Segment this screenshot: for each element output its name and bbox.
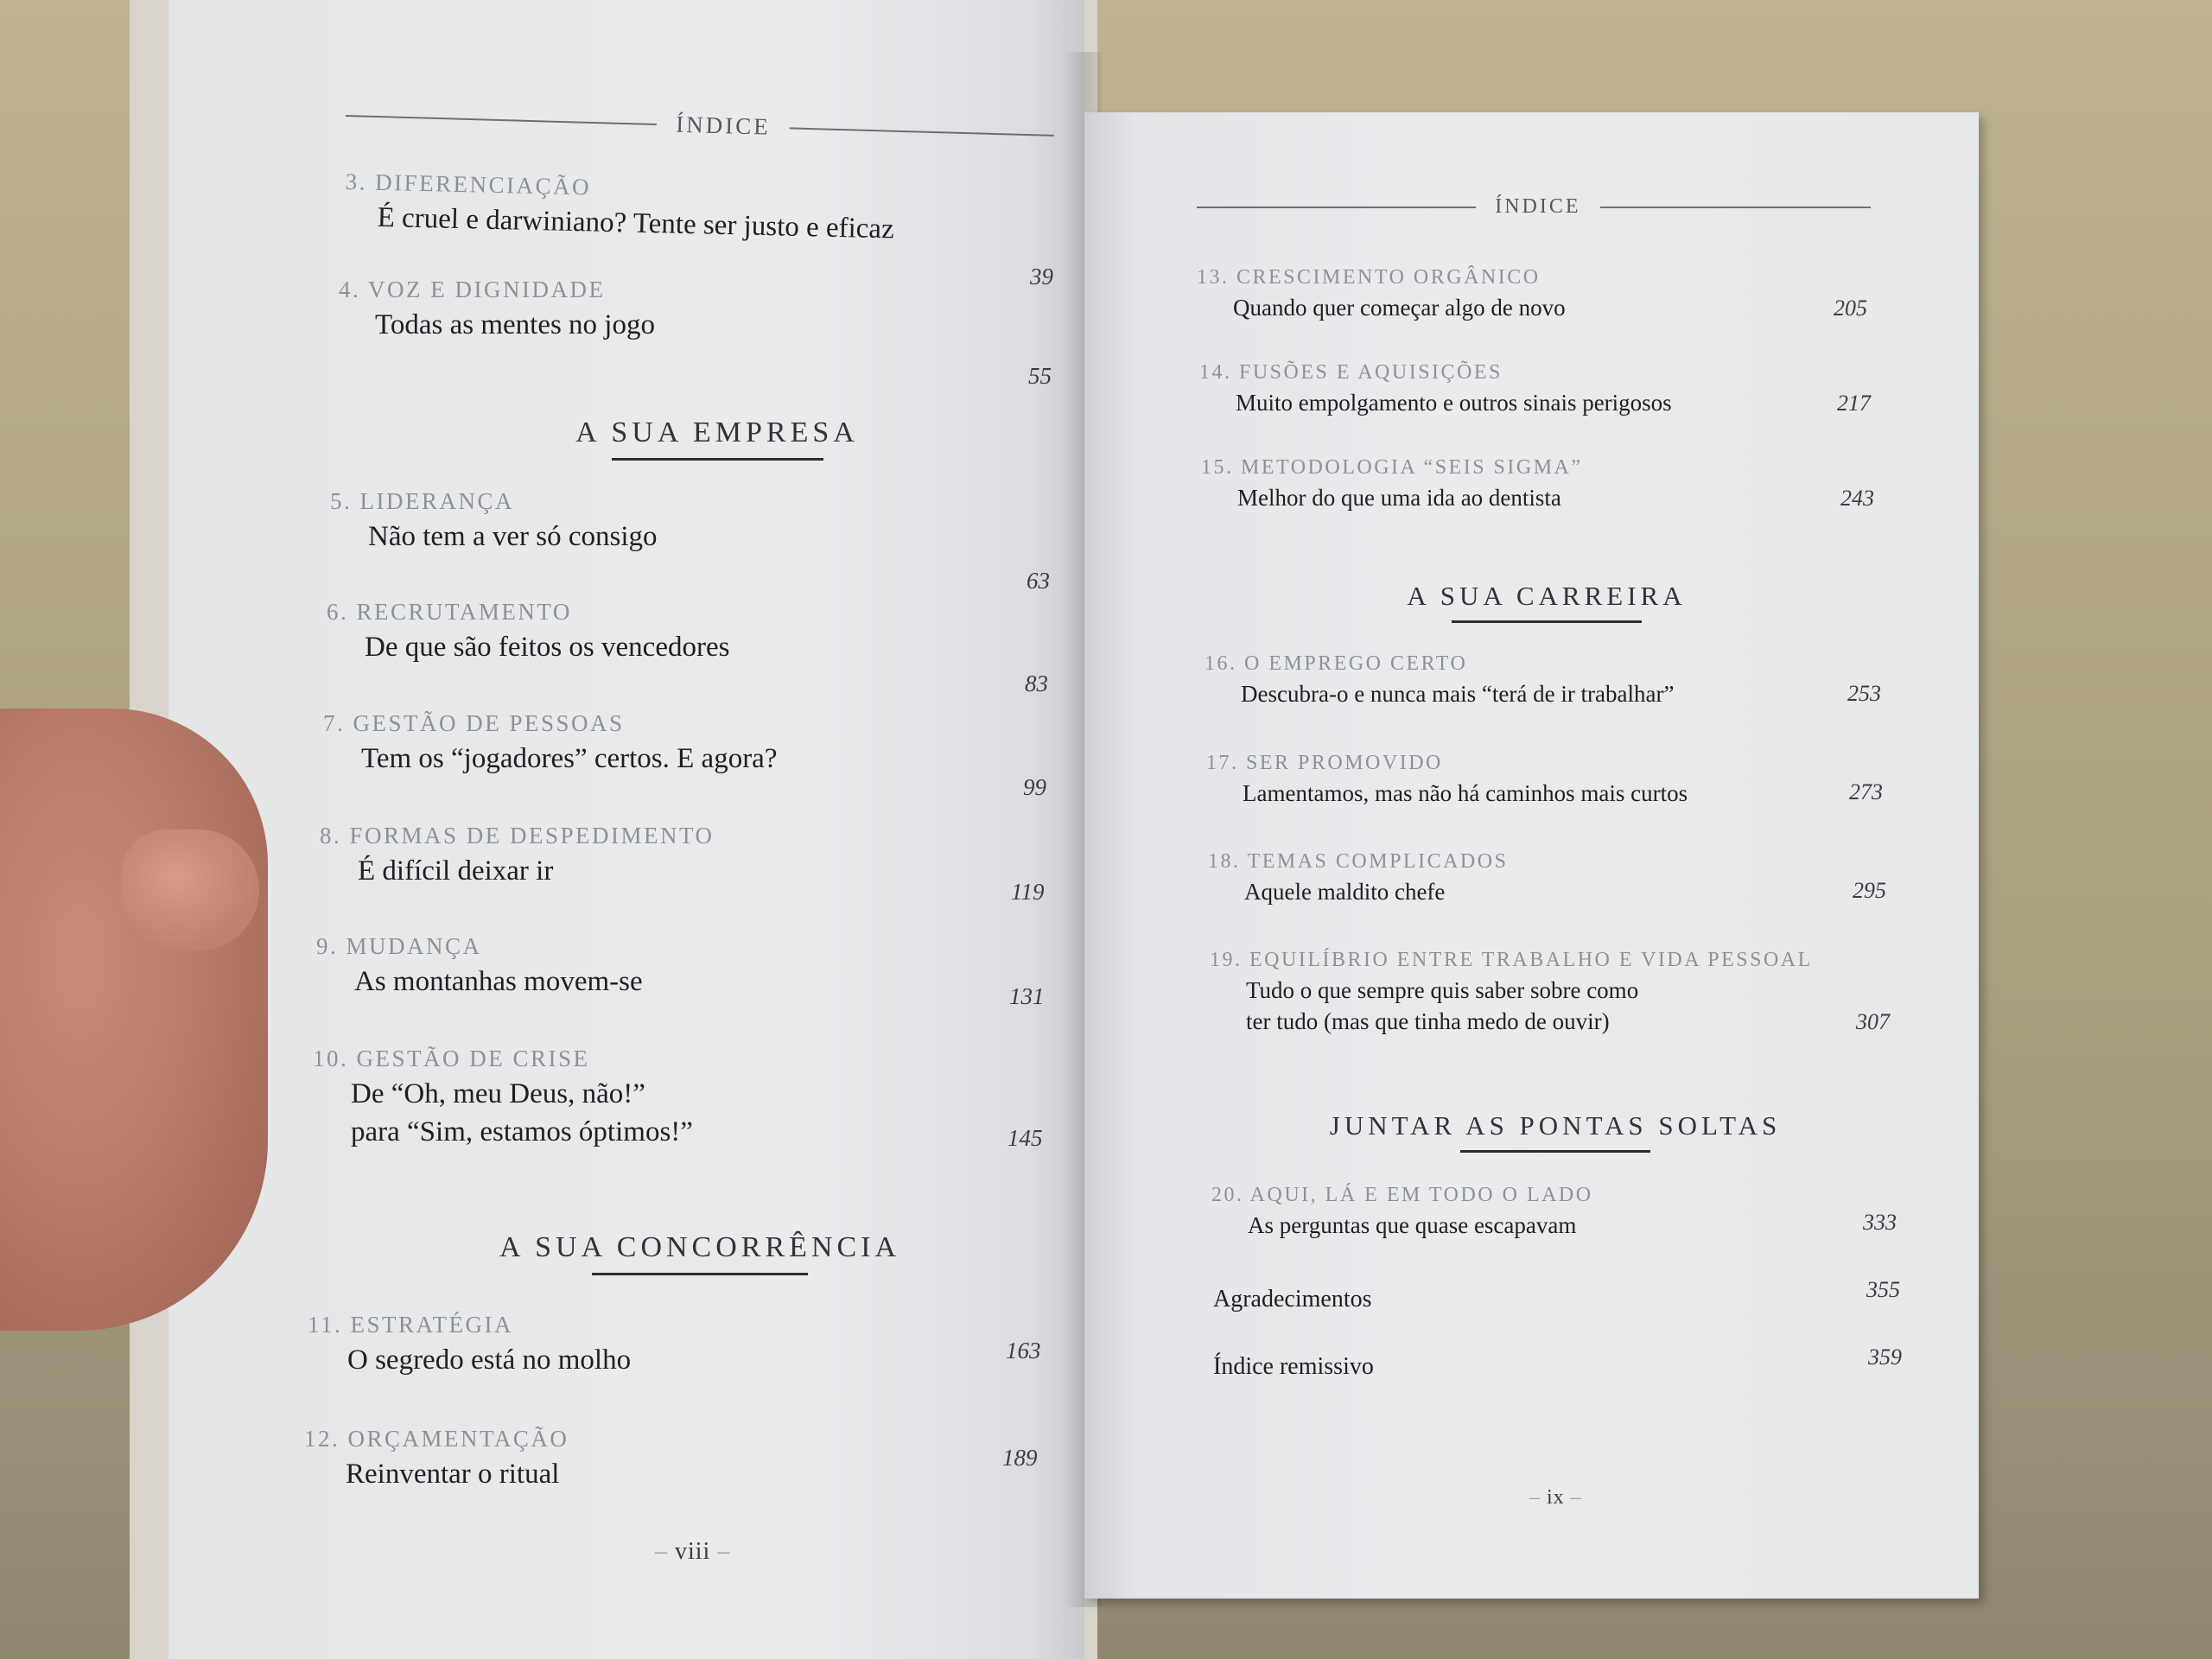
chapter-subtitle: Muito empolgamento e outros sinais perigosos bbox=[1236, 390, 1672, 416]
toc-entry-16 bbox=[1205, 652, 1674, 710]
page-number: 145 bbox=[1007, 1125, 1043, 1151]
toc-entry-19 bbox=[1210, 949, 1813, 1037]
chapter-subtitle: Quando quer começar algo de novo bbox=[1233, 295, 1566, 321]
toc-entry-13 bbox=[1197, 266, 1566, 324]
page-number: 333 bbox=[1863, 1210, 1897, 1235]
page-number: 307 bbox=[1856, 1009, 1890, 1034]
toc-entry-11 bbox=[308, 1312, 631, 1380]
hand bbox=[0, 709, 268, 1331]
right-page-header bbox=[1197, 195, 1871, 219]
section-title-carreira bbox=[1365, 581, 1728, 623]
chapter-caption: 14. FUSÕES E AQUISIÇÕES bbox=[1199, 361, 1503, 384]
toc-entry-12 bbox=[304, 1426, 569, 1494]
chapter-caption: 13. CRESCIMENTO ORGÂNICO bbox=[1197, 266, 1541, 289]
section-underline bbox=[612, 458, 823, 461]
header-rule bbox=[790, 127, 1054, 137]
chapter-caption: 18. TEMAS COMPLICADOS bbox=[1208, 850, 1509, 873]
header-rule bbox=[1197, 207, 1476, 208]
page-number: 205 bbox=[1834, 296, 1867, 321]
chapter-caption: 17. SER PROMOVIDO bbox=[1206, 752, 1443, 774]
chapter-caption: 4. VOZ E DIGNIDADE bbox=[339, 276, 606, 302]
chapter-subtitle: As perguntas que quase escapavam bbox=[1248, 1212, 1577, 1238]
chapter-subtitle: Melhor do que uma ida ao dentista bbox=[1237, 485, 1561, 511]
page-number: 189 bbox=[1002, 1445, 1038, 1471]
chapter-subtitle: Descubra-o e nunca mais “terá de ir trabalhar” bbox=[1241, 681, 1675, 707]
section-label: JUNTAR AS PONTAS SOLTAS bbox=[1329, 1110, 1782, 1141]
chapter-subtitle: De que são feitos os vencedores bbox=[365, 632, 730, 663]
chapter-caption: 15. METODOLOGIA “SEIS SIGMA” bbox=[1201, 456, 1583, 479]
page-number: 359 bbox=[1868, 1344, 1902, 1370]
toc-entry-7 bbox=[323, 710, 777, 779]
page-number: 83 bbox=[1025, 671, 1048, 696]
page-number: 39 bbox=[1030, 264, 1053, 289]
section-title-empresa bbox=[518, 416, 916, 461]
toc-entry-3 bbox=[344, 168, 895, 249]
toc-entry-15 bbox=[1201, 456, 1583, 514]
toc-entry-6 bbox=[327, 599, 729, 667]
page-number: 217 bbox=[1837, 391, 1871, 416]
chapter-subtitle: Tem os “jogadores” certos. E agora? bbox=[361, 743, 778, 774]
toc-entry-18 bbox=[1208, 850, 1508, 908]
chapter-caption: 20. AQUI, LÁ E EM TODO O LADO bbox=[1211, 1184, 1593, 1206]
chapter-subtitle: Reinventar o ritual bbox=[346, 1459, 560, 1490]
chapter-subtitle: As montanhas movem-se bbox=[354, 966, 643, 997]
chapter-subtitle-line2: ter tudo (mas que tinha medo de ouvir) bbox=[1246, 1007, 1610, 1034]
left-folio: – viii – bbox=[655, 1538, 731, 1565]
toc-entry-4 bbox=[339, 276, 655, 345]
header-rule bbox=[346, 115, 657, 125]
page-number: 243 bbox=[1840, 486, 1874, 511]
section-title-pontas-soltas bbox=[1313, 1110, 1797, 1153]
page-number: 55 bbox=[1028, 363, 1052, 389]
page-number: 295 bbox=[1853, 878, 1886, 903]
chapter-caption: 6. RECRUTAMENTO bbox=[327, 599, 572, 625]
section-label: A SUA CARREIRA bbox=[1407, 581, 1687, 611]
toc-entry-5 bbox=[330, 488, 658, 556]
folio-number: ix bbox=[1547, 1486, 1565, 1509]
chapter-subtitle: Todas as mentes no jogo bbox=[375, 309, 655, 340]
page-number: 131 bbox=[1009, 983, 1045, 1009]
chapter-caption: 7. GESTÃO DE PESSOAS bbox=[323, 710, 625, 736]
chapter-caption: 10. GESTÃO DE CRISE bbox=[313, 1046, 590, 1071]
page-number: 63 bbox=[1027, 568, 1050, 594]
section-underline bbox=[1452, 620, 1642, 623]
page-number: 119 bbox=[1011, 879, 1045, 905]
section-label: A SUA EMPRESA bbox=[575, 416, 859, 448]
thumb bbox=[121, 830, 259, 950]
chapter-subtitle: Tudo o que sempre quis saber sobre como bbox=[1246, 977, 1639, 1003]
chapter-caption: 16. O EMPREGO CERTO bbox=[1205, 652, 1468, 675]
toc-entry-8 bbox=[320, 823, 715, 891]
section-underline bbox=[592, 1273, 808, 1275]
folio-number: viii bbox=[675, 1538, 711, 1565]
page-number: 273 bbox=[1849, 779, 1883, 804]
toc-entry-20 bbox=[1211, 1184, 1593, 1242]
chapter-subtitle: Aquele maldito chefe bbox=[1244, 879, 1446, 905]
toc-acknowledgements: Agradecimentos bbox=[1213, 1286, 1372, 1313]
chapter-subtitle: Lamentamos, mas não há caminhos mais curtos bbox=[1243, 780, 1688, 806]
chapter-caption: 9. MUDANÇA bbox=[316, 933, 482, 959]
chapter-caption: 5. LIDERANÇA bbox=[330, 488, 514, 514]
chapter-subtitle: É cruel e darwiniano? Tente ser justo e eficaz bbox=[377, 201, 895, 245]
page-number: 163 bbox=[1006, 1338, 1041, 1363]
chapter-subtitle-line2: para “Sim, estamos óptimos!” bbox=[351, 1116, 693, 1147]
page-number: 99 bbox=[1023, 774, 1046, 800]
section-underline bbox=[1460, 1150, 1650, 1153]
toc-entry-14 bbox=[1199, 361, 1672, 419]
section-label: A SUA CONCORRÊNCIA bbox=[499, 1231, 901, 1263]
chapter-caption: 12. ORÇAMENTAÇÃO bbox=[304, 1426, 569, 1452]
toc-entry-10 bbox=[313, 1046, 693, 1151]
toc-entry-17 bbox=[1206, 752, 1688, 810]
right-header-title: ÍNDICE bbox=[1495, 195, 1581, 218]
chapter-subtitle: De “Oh, meu Deus, não!” bbox=[351, 1078, 645, 1109]
page-number: 253 bbox=[1847, 681, 1881, 706]
chapter-caption: 19. EQUILÍBRIO ENTRE TRABALHO E VIDA PESSOAL bbox=[1210, 949, 1813, 971]
chapter-caption: 11. ESTRATÉGIA bbox=[308, 1312, 513, 1338]
toc-index: Índice remissivo bbox=[1213, 1353, 1374, 1380]
section-title-concorrencia bbox=[484, 1231, 916, 1275]
chapter-caption: 3. DIFERENCIAÇÃO bbox=[345, 168, 592, 200]
page-number: 355 bbox=[1866, 1277, 1900, 1302]
chapter-subtitle: O segredo está no molho bbox=[347, 1344, 632, 1376]
left-header-title: ÍNDICE bbox=[675, 111, 772, 140]
toc-entry-9 bbox=[316, 933, 643, 1001]
chapter-caption: 8. FORMAS DE DESPEDIMENTO bbox=[320, 823, 715, 849]
right-folio: – ix – bbox=[1529, 1486, 1582, 1509]
chapter-subtitle: É difícil deixar ir bbox=[358, 855, 554, 887]
header-rule bbox=[1600, 207, 1871, 208]
chapter-subtitle: Não tem a ver só consigo bbox=[368, 521, 658, 552]
